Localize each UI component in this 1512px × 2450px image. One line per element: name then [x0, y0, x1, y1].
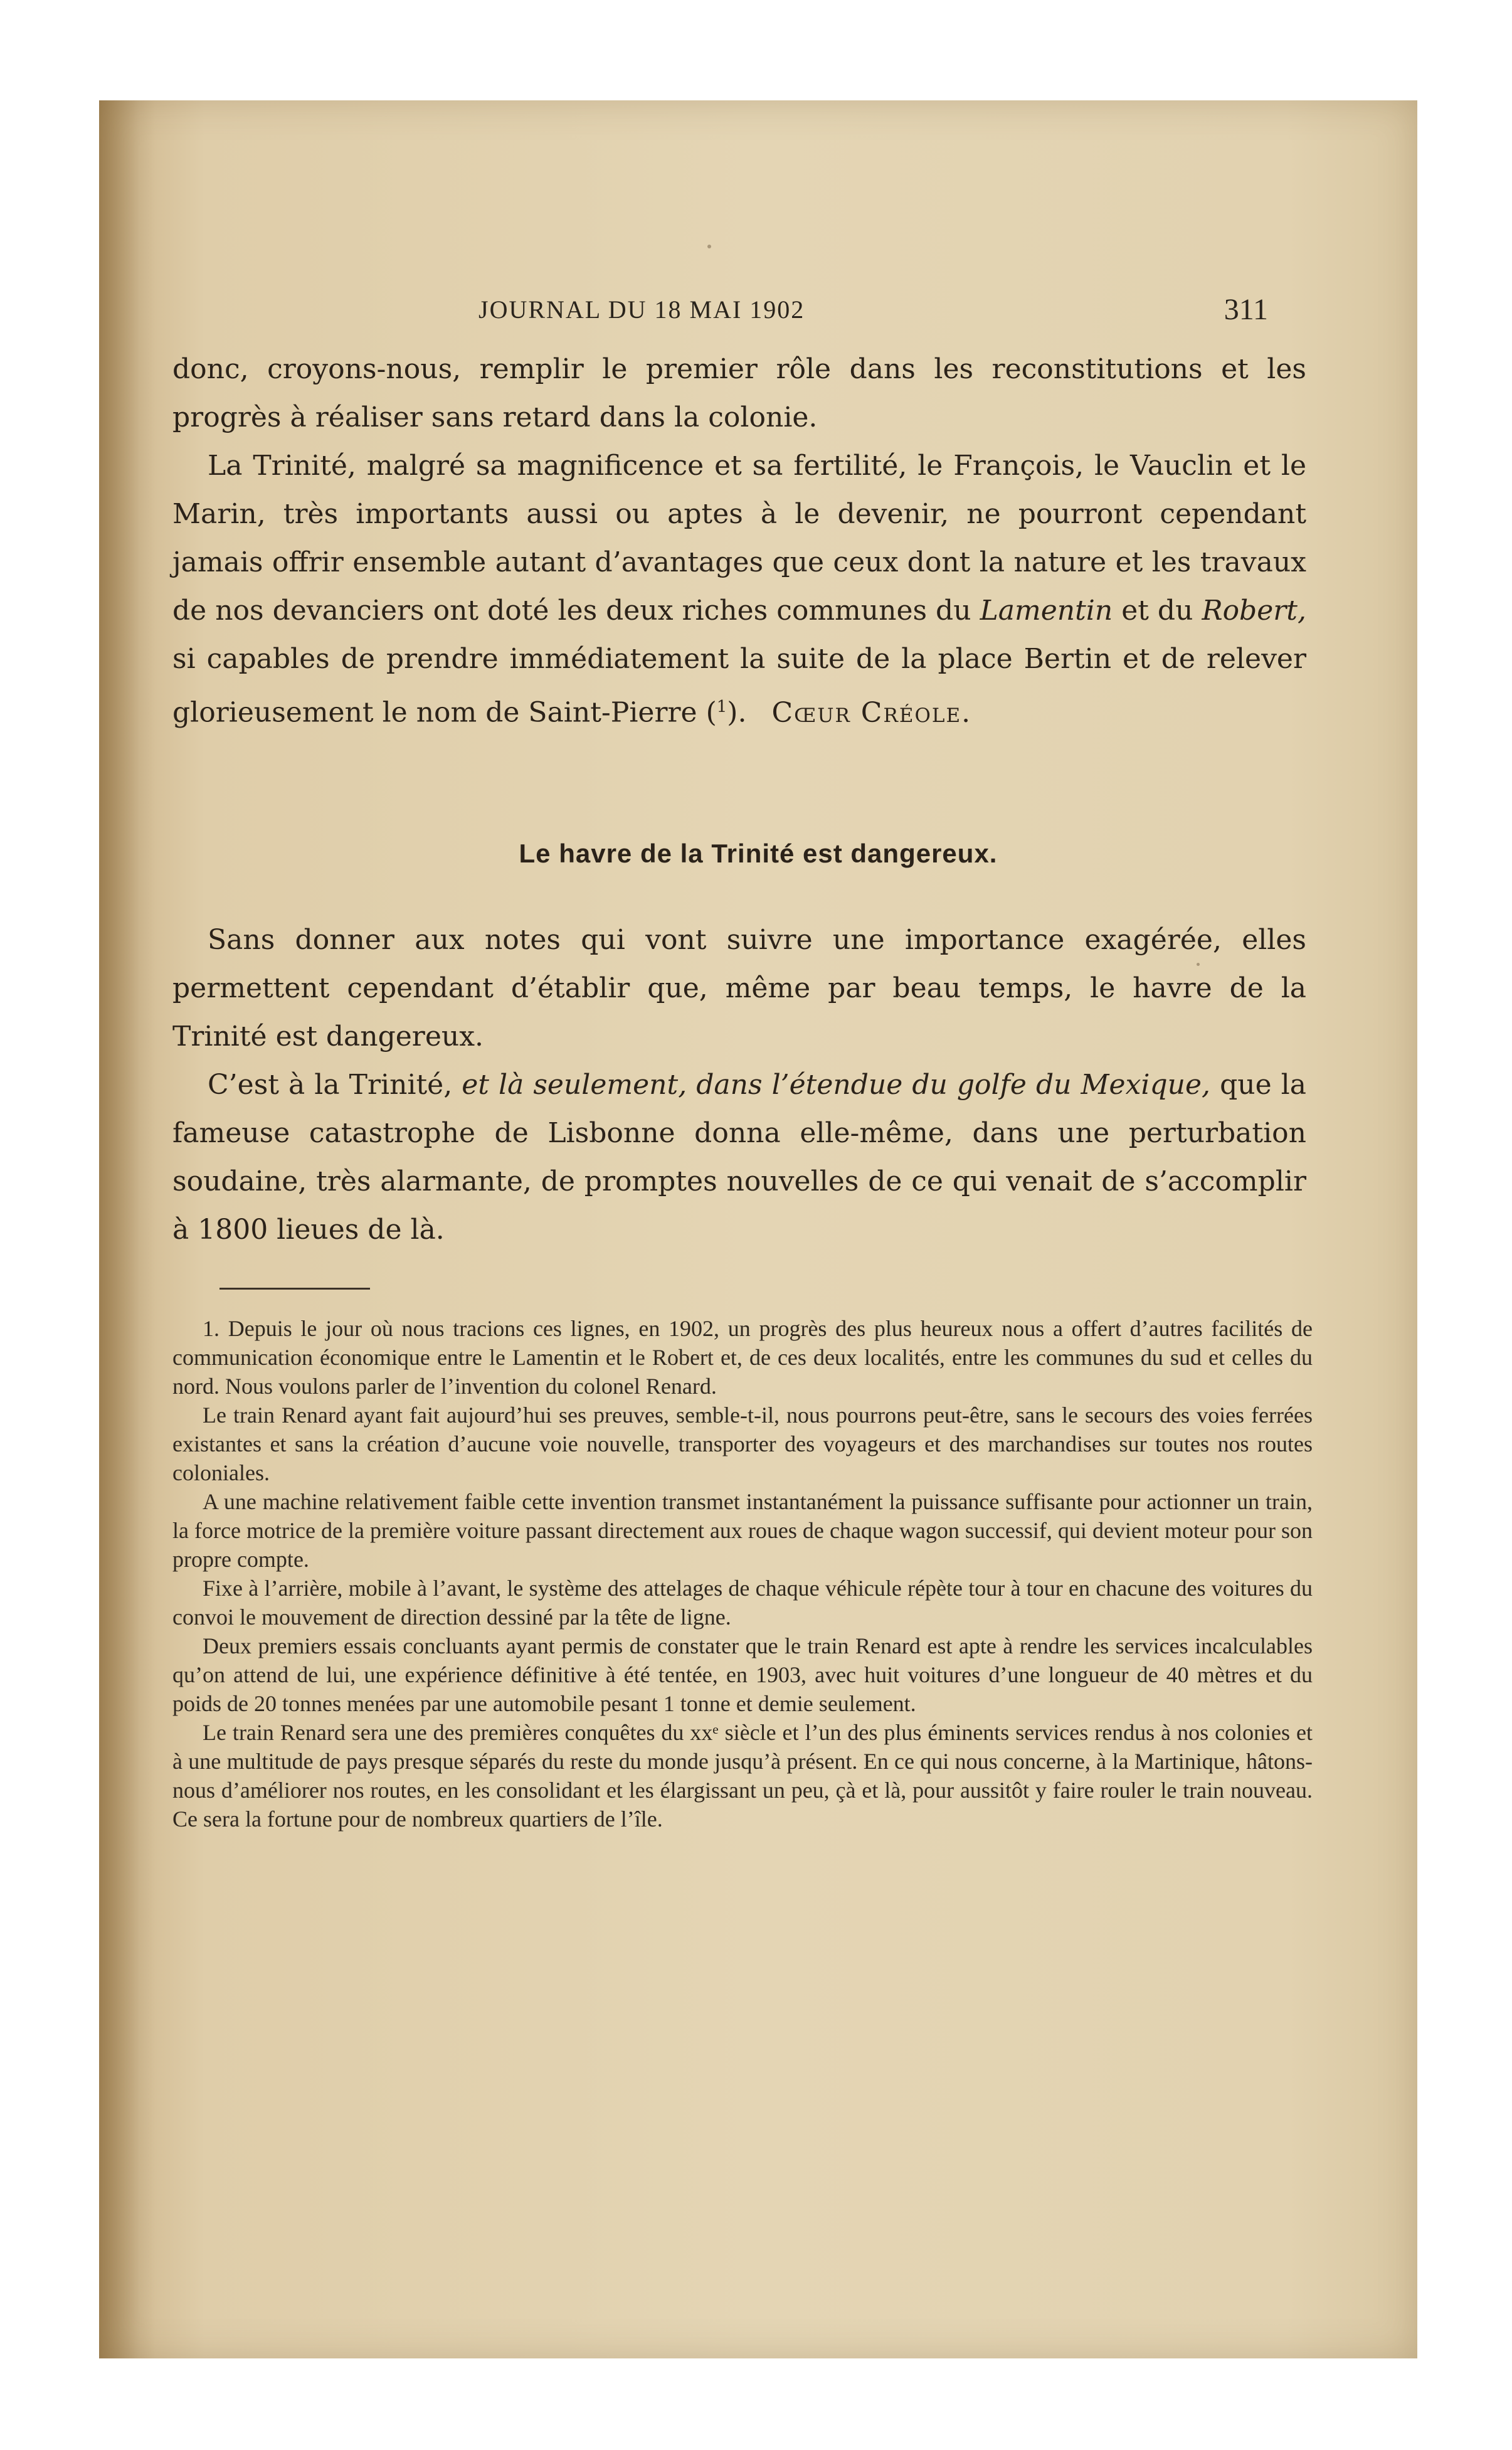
paragraph-lisbonne [172, 1061, 1306, 1254]
emphasis-text: et là seulement, dans l’étendue du golfe du Mexique, [462, 1069, 1211, 1101]
footnote-paragraph: A une machine relativement faible cette invention transmet instantanément la puissance suffisante pour actionner un train, la force motrice de la première voiture passant directement aux roues de chaque wagon successif, qui devient moteur pour son propre compte. [172, 1489, 1313, 1572]
paragraph-text: et du [1121, 595, 1193, 627]
author-signature: Cœur Créole. [771, 696, 972, 729]
place-name-robert: Robert, [1202, 595, 1306, 627]
footnote-ref: 1 [716, 697, 727, 716]
paragraph-text: que la fameuse catastrophe de Lisbonne donna elle-même, dans une perturbation soudaine, très alarmante, de promptes nouvelles de ce qui venait de s’accomplir à 1800 lieues de là. [172, 1069, 1306, 1246]
paragraph-text: C’est à la Trinité, [208, 1069, 453, 1101]
footnotes [172, 1314, 1313, 1833]
scan-speck [707, 245, 711, 248]
paragraph-continuation: donc, croyons-nous, remplir le premier rôle dans les reconstitutions et les progrès à réaliser sans retard dans la colonie. [172, 353, 1306, 433]
scanned-page [99, 100, 1417, 2358]
footnote-paragraph: Le train Renard sera une des premières conquêtes du xxᵉ siècle et l’un des plus éminents services rendus à nos colonies et à une multitude de pays presque séparés du reste du monde jusqu’à présent. En ce qui nous concerne, à la Martinique, hâtons-nous d’améliorer nos routes, en les consolidant et les élargissant un peu, çà et là, pour aussitôt y faire rouler le train nouveau. Ce sera la fortune pour de nombreux quartiers de l’île. [172, 1720, 1313, 1832]
article-body [172, 345, 1306, 737]
paragraph-text: La Trinité, malgré sa magnificence et sa fertilité, le François, le Vauclin et le Marin, très importants aussi ou aptes à le devenir, ne pourront cependant jamais offrir ensemble autant d’avantages que ceux dont la nature et les travaux de nos devanciers ont doté les deux riches communes du [172, 450, 1306, 627]
footnote-paragraph: Le train Renard ayant fait aujourd’hui ses preuves, semble-t-il, nous pourrons peut-être, sans le secours des voies ferrées existantes et sans la création d’aucune voie nouvelle, transporter des voyageurs et des marchandises sur toutes nos routes coloniales. [172, 1403, 1313, 1485]
paragraph-notes: Sans donner aux notes qui vont suivre une importance exagérée, elles permettent cependant d’établir que, même par beau temps, le havre de la Trinité est dangereux. [172, 924, 1306, 1053]
section-heading: Le havre de la Trinité est dangereux. [519, 839, 998, 868]
paragraph-text: ). [727, 696, 747, 729]
footnote-paragraph: Fixe à l’arrière, mobile à l’avant, le système des attelages de chaque véhicule répète tour à tour en chacune des voitures du convoi le mouvement de direction dessiné par la tête de ligne. [172, 1576, 1313, 1630]
paragraph-text: si capables de prendre immédiatement la suite de la place Bertin et de relever glorieusement le nom de Saint-Pierre ( [172, 643, 1306, 729]
running-header [99, 295, 1417, 345]
scan-speck [1197, 963, 1200, 966]
section-body [172, 916, 1306, 1254]
footnote-divider [219, 1288, 370, 1290]
place-name-lamentin: Lamentin [980, 595, 1113, 627]
footnote-paragraph: Deux premiers essais concluants ayant permis de constater que le train Renard est apte à rendre les services incalculables qu’on attend de lui, une expérience définitive à été tentée, en 1903, avec huit voitures d’une longueur de 40 mètres et du poids de 20 tonnes menées par une automobile pesant 1 tonne et demie seulement. [172, 1633, 1313, 1716]
page-number: 311 [1224, 293, 1268, 326]
paragraph-trinite [172, 442, 1306, 737]
footnote-paragraph: 1. Depuis le jour où nous tracions ces lignes, en 1902, un progrès des plus heureux nous a offert d’autres facilités de communication économique entre le Lamentin et le Robert et, de ces deux localités, entre les communes du sud et celles du nord. Nous voulons parler de l’invention du colonel Renard. [172, 1316, 1313, 1399]
running-title: JOURNAL DU 18 MAI 1902 [478, 295, 805, 324]
